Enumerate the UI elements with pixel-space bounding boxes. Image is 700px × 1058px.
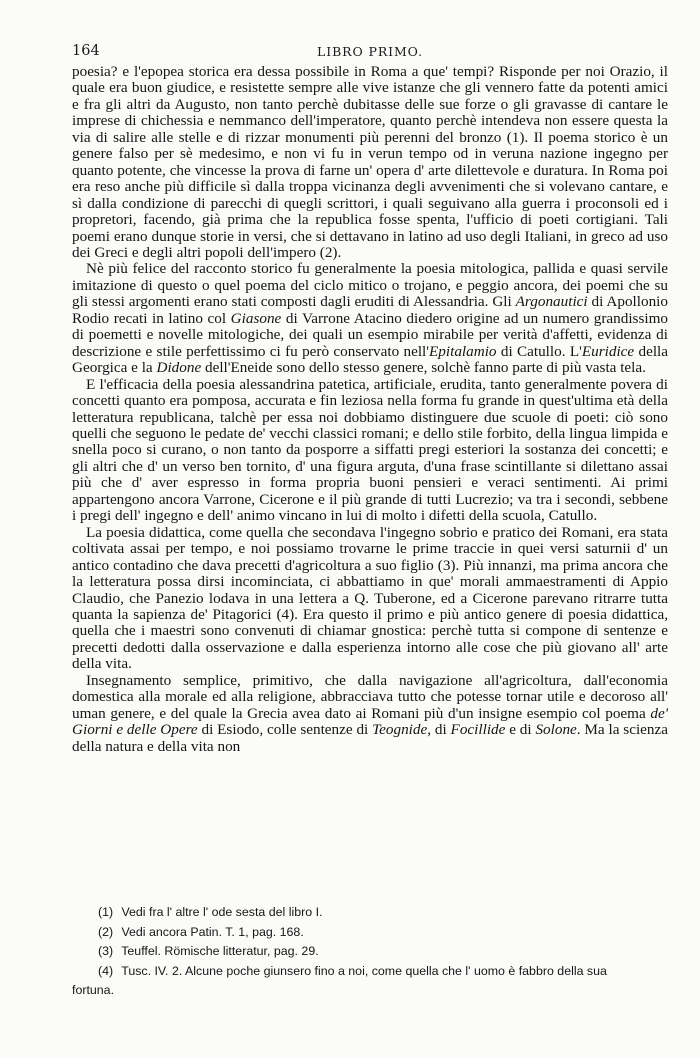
italic-title: de' Giorni e delle Opere	[72, 704, 668, 739]
footnote-text: Tusc. IV. 2. Alcune poche giunsero fino a noi, come quella che l' uomo è fabbro della sua	[118, 963, 607, 978]
footnote-number: (4)	[98, 963, 114, 978]
paragraph	[72, 64, 668, 261]
italic-title: Teognide	[372, 721, 428, 739]
paragraph	[72, 525, 668, 673]
italic-title: Argonautici	[515, 293, 588, 311]
text-run: dell'Eneide sono dello stesso genere, solchè fanno parte di più vasta tela.	[201, 359, 646, 377]
text-run: di Esiodo, colle sentenze di	[197, 721, 373, 739]
footnote-continuation: fortuna.	[72, 983, 115, 998]
footnote-number: (1)	[98, 905, 114, 919]
footnote-text: Vedi ancora Patin. T. 1, pag. 168.	[118, 924, 304, 939]
text-run: poesia? e l'epopea storica era dessa possibile in Roma a que' tempi? Risponde per noi Orazio, il quale era buon giudice, e resistette sempre alle vive istanze che gli vennero fatte da potenti amici e fra gli altri da Augusto, non tanto perchè dubitasse delle sue forze o gli gravasse di cantare le imprese di chichessia e nemmanco dell'imperatore, quanto perchè intendeva non essere questa la via di salire alle stelle e di rizzar monumenti più perenni del bronzo (1). Il poema storico è un genere falso per sè medesimo, e non vi fu in verun tempo od in veruna nazione ingegno per quanto potente, che vincesse la prova di farne un' opera d' arte dilettevole e duratura. In Roma poi era reso anche più difficile sì dalla troppa vicinanza degli avvenimenti che si volevano cantare, e sì dalla condizione di parecchi di quegli scrittori, i quali seguivano alla guerra i proconsoli ed i propretori, facendo, già prima che la republica fosse spenta, l'ufficio di poeti cortigiani. Tali poemi erano dunque storie in versi, che si dettavano in latino ad uso degli Italiani, in greco ad uso dei Greci e degli altri popoli dell'impero (2).	[72, 63, 668, 261]
text-run: di Apollonio Rodio recati in latino col	[72, 293, 668, 327]
text-run: Nè più felice del racconto storico fu generalmente la poesia mitologica, pallida e quasi servile imitazione di questo o quel poema del ciclo mitico o trojano, e peggio ancora, dei poemi che su gli stessi argomenti erano stati composti dagli eruditi di Alessandria. Gli	[72, 260, 668, 311]
page-header	[72, 43, 668, 63]
footnote	[98, 942, 670, 962]
italic-title: Solone	[535, 721, 577, 739]
footnote-text: Vedi fra l' altre l' ode sesta del libro I.	[118, 905, 323, 919]
page-number: 164	[72, 43, 100, 59]
footnote-number: (3)	[98, 944, 114, 959]
text-run: E l'efficacia della poesia alessandrina patetica, artificiale, erudita, tanto generalmente povera di concetti quanto era pomposa, accurata e fin leziosa nella forma fu grande in quest'ultima età della letteratura republicana, talchè per essa noi dobbiamo distinguere due scuole di poeti: ciò sono quelli che seguono le pedate de' vecchi classici romani; e dello stile forbito, della lingua limpida e snella poco si curano, o non tanto da posporre a siffatti pregi esteriori la sostanza dei concetti; e gli altri che d' un verso ben tornito, d' una figura arguta, d'una frase scintillante si dilettano assai più che d' aver espresso in forma propria buoni pensieri e veraci sentimenti. Ai primi appartengono ancora Varrone, Cicerone e il più grande di tutti Lucrezio; va tra i secondi, sebbene i pregi dell' ingegno e dell' animo vincano in lui di molto i difetti della scuola, Catullo.	[72, 375, 668, 525]
italic-title: Didone	[156, 359, 202, 377]
paragraph	[72, 261, 668, 376]
text-run: di Varrone Atacino diedero origine ad un numero grandissimo di poemetti e novelle mitologiche, dei quali un esempio mirabile per verità d'affetti, evidenza di descrizione e stile perfettissimo ci fu però conservato nell'	[72, 309, 668, 360]
text-run: della Georgica e la	[72, 342, 668, 377]
footnote-text: Teuffel. Römische litteratur, pag. 29.	[118, 944, 319, 959]
italic-title: Giasone	[230, 309, 282, 327]
footnotes	[72, 903, 670, 1001]
italic-title: Focillide	[450, 721, 506, 739]
footnote-number: (2)	[98, 924, 114, 939]
text-run: , di	[427, 721, 451, 739]
text-run: di Catullo. L'	[496, 342, 582, 360]
paragraph	[72, 673, 668, 755]
text-run: e di	[505, 721, 536, 739]
text-run: . Ma la scienza della natura e della vita non	[72, 721, 668, 755]
text-run: Insegnamento semplice, primitivo, che dalla navigazione all'agricoltura, dall'economia domestica alla morale ed alla religione, abbracciava tutto che potesse tornar utile e decoroso all' uman genere, e del quale la Grecia avea dato ai Romani più d'un insigne esempio col poema	[72, 671, 668, 722]
text-run: La poesia didattica, come quella che secondava l'ingegno sobrio e pratico dei Romani, era stata coltivata assai per tempo, e noi possiamo trovarne le prime traccie in quei versi saturnii d' un antico contadino che dava precetti d'agricoltura a suo figlio (3). Più innanzi, ma prima ancora che la letteratura possa dirsi incominciata, ci abbattiamo in que' morali ammaestramenti di Appio Claudio, che Panezio lodava in una lettera a Q. Tuberone, ed a Cicerone parevano ritrarre tutta quanta la sapienza de' Pitagorici (4). Era questo il primo e più antico genere di poesia didattica, quella che i maestri sono convenuti di chiamar gnostica: perchè tutta si compone di sentenze e precetti dedotti dalla osservazione e dalla esperienza intorno alle cose che più giovano all' arte della vita.	[72, 523, 668, 673]
footnote	[98, 923, 670, 943]
footnote	[72, 962, 670, 1001]
italic-title: Epitalamio	[429, 342, 497, 360]
italic-title: Euridice	[581, 342, 635, 360]
body-text	[72, 64, 668, 755]
footnote	[98, 903, 670, 923]
paragraph	[72, 377, 668, 525]
running-title: LIBRO PRIMO.	[317, 44, 423, 59]
